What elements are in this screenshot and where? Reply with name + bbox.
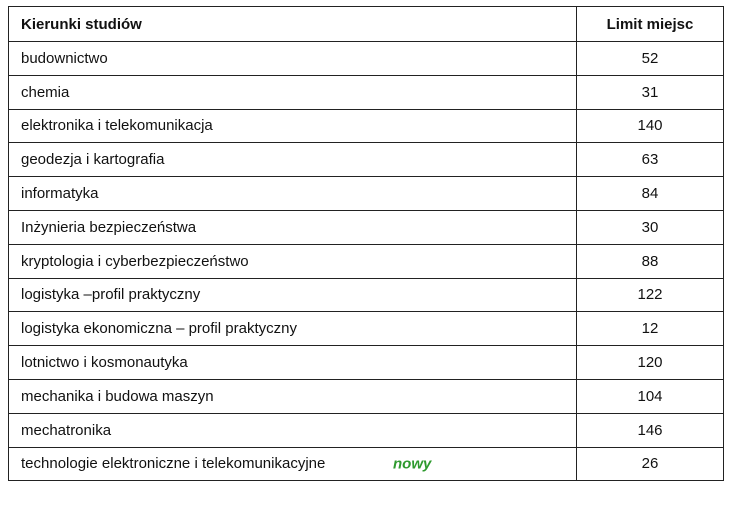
row-name-cell	[9, 109, 577, 143]
table-row	[9, 447, 724, 481]
row-name-cell	[9, 75, 577, 109]
row-limit-cell: 26	[577, 447, 724, 481]
program-name: technologie elektroniczne i telekomunikacyjne	[21, 455, 326, 473]
row-name-cell	[9, 413, 577, 447]
table-row	[9, 42, 724, 76]
row-limit-cell: 104	[577, 379, 724, 413]
row-limit-cell: 84	[577, 177, 724, 211]
row-limit-cell: 140	[577, 109, 724, 143]
limits-table	[8, 6, 724, 481]
table-row	[9, 278, 724, 312]
program-name: chemia	[21, 83, 70, 101]
program-name: logistyka ekonomiczna – profil praktyczny	[21, 320, 297, 338]
row-name-cell	[9, 177, 577, 211]
program-name: elektronika i telekomunikacja	[21, 117, 213, 135]
program-name: budownictwo	[21, 49, 108, 67]
row-name-cell	[9, 447, 577, 481]
row-limit-cell: 63	[577, 143, 724, 177]
table-row	[9, 244, 724, 278]
program-name: mechanika i budowa maszyn	[21, 387, 214, 405]
table-row	[9, 109, 724, 143]
row-name-cell	[9, 143, 577, 177]
program-name: informatyka	[21, 185, 99, 203]
table-row	[9, 312, 724, 346]
row-name-cell	[9, 210, 577, 244]
row-limit-cell: 31	[577, 75, 724, 109]
table-row	[9, 379, 724, 413]
program-name: lotnictwo i kosmonautyka	[21, 354, 188, 372]
table-row	[9, 210, 724, 244]
row-name-cell	[9, 42, 577, 76]
row-limit-cell: 12	[577, 312, 724, 346]
column-header-limit: Limit miejsc	[577, 7, 724, 42]
row-limit-cell: 146	[577, 413, 724, 447]
table-row	[9, 143, 724, 177]
program-name: mechatronika	[21, 421, 112, 439]
row-limit-cell: 30	[577, 210, 724, 244]
program-name: kryptologia i cyberbezpieczeństwo	[21, 252, 249, 270]
row-name-cell	[9, 244, 577, 278]
column-header-name: Kierunki studiów	[9, 7, 577, 42]
program-name: geodezja i kartografia	[21, 151, 165, 169]
table-body	[9, 42, 724, 481]
row-name-cell	[9, 278, 577, 312]
row-limit-cell: 120	[577, 346, 724, 380]
program-name: Inżynieria bezpieczeństwa	[21, 218, 197, 236]
program-name: logistyka –profil praktyczny	[21, 286, 201, 304]
row-limit-cell: 122	[577, 278, 724, 312]
table-row	[9, 75, 724, 109]
row-limit-cell: 88	[577, 244, 724, 278]
table-row	[9, 413, 724, 447]
new-badge: nowy	[393, 455, 432, 473]
row-name-cell	[9, 379, 577, 413]
table-header-row	[9, 7, 724, 42]
row-limit-cell: 52	[577, 42, 724, 76]
row-name-cell	[9, 312, 577, 346]
table-row	[9, 346, 724, 380]
row-name-cell	[9, 346, 577, 380]
table-row	[9, 177, 724, 211]
